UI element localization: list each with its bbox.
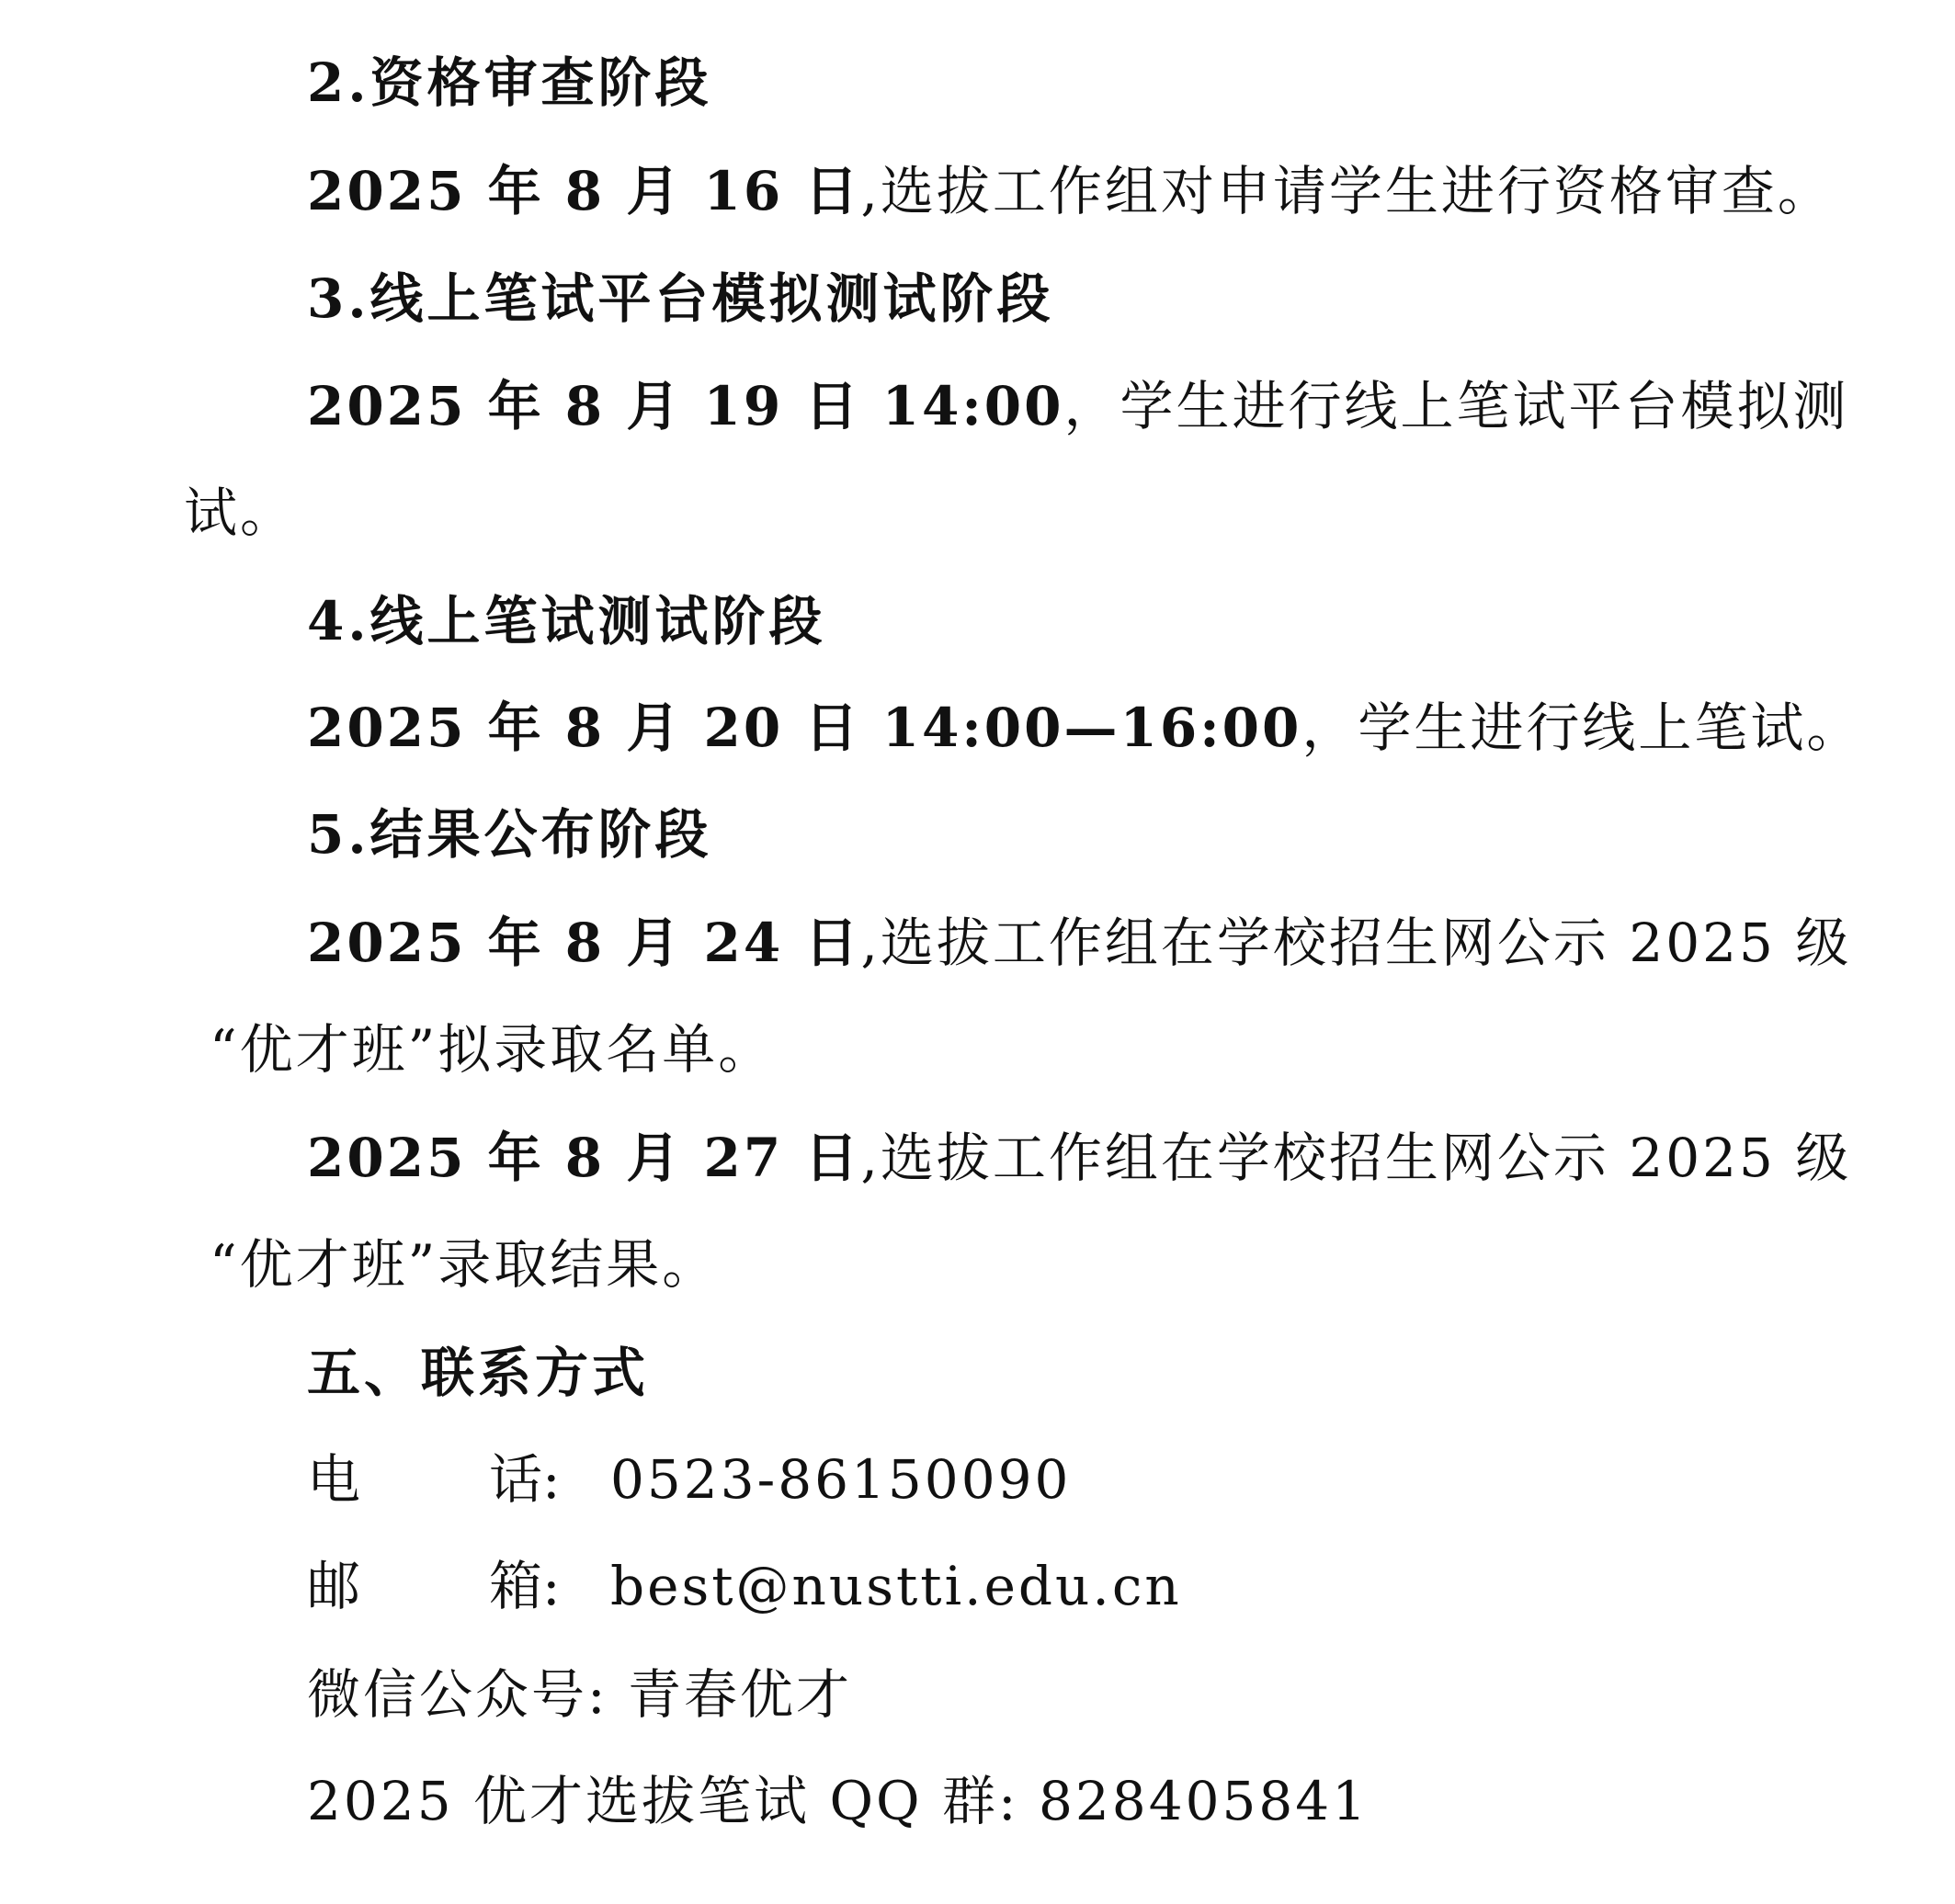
section-5-item1-text-line2: “优才班”拟录取名单。: [210, 1018, 775, 1081]
section-3-date: 2025 年 8 月 19 日 14:00: [307, 375, 1064, 437]
section-4-heading: 4.线上笔试测试阶段: [307, 590, 826, 652]
contact-phone-row: [307, 1443, 1071, 1516]
section-5-item2-date: 2025 年 8 月 27 日: [307, 1127, 861, 1189]
contact-phone-label: [307, 1443, 610, 1516]
contact-email-label: [307, 1549, 610, 1623]
contact-wechat: 微信公众号: 青春优才: [307, 1663, 852, 1726]
contact-phone-label-a: 电: [307, 1448, 361, 1511]
section-2-text: ,选拔工作组对申请学生进行资格审查。: [860, 160, 1834, 222]
section-2-heading: 2.资格审查阶段: [307, 51, 712, 114]
section-3-text-line1: ，学生进行线上笔试平台模拟测: [1063, 375, 1849, 437]
section-3-heading: 3.线上笔试平台模拟测试阶段: [307, 267, 1054, 330]
section-4-text: ，学生进行线上笔试。: [1301, 697, 1863, 759]
contact-qq: 2025 优才选拔笔试 QQ 群: 828405841: [307, 1770, 1370, 1832]
contact-email-label-b: 箱:: [489, 1555, 561, 1617]
contact-phone-label-b: 话:: [489, 1448, 561, 1511]
contact-email-label-a: 邮: [307, 1555, 361, 1617]
section-4-date: 2025 年 8 月 20 日 14:00—16:00: [307, 697, 1302, 759]
section-5-item1-date: 2025 年 8 月 24 日: [307, 912, 861, 974]
section-5-heading: 5.结果公布阶段: [307, 803, 712, 866]
section-5-item1-line1: [307, 906, 1851, 980]
section-3-text-line2: 试。: [184, 482, 297, 544]
contact-email-row: [307, 1549, 1182, 1623]
contact-phone-value: 0523-86150090: [610, 1448, 1072, 1511]
contact-heading: 五、联系方式: [307, 1342, 650, 1404]
section-5-item2-line1: [307, 1121, 1851, 1195]
section-2-paragraph: [307, 154, 1834, 228]
section-4-paragraph: [307, 691, 1862, 765]
section-5-item2-text-line2: “优才班”录取结果。: [210, 1233, 719, 1296]
section-5-item2-text-line1: ,选拔工作组在学校招生网公示 2025 级: [860, 1127, 1852, 1189]
section-3-paragraph-line1: [307, 369, 1849, 443]
contact-email-value[interactable]: best@nustti.edu.cn: [610, 1555, 1182, 1617]
section-5-item1-text-line1: ,选拔工作组在学校招生网公示 2025 级: [860, 912, 1852, 974]
section-2-date: 2025 年 8 月 16 日: [307, 160, 861, 222]
